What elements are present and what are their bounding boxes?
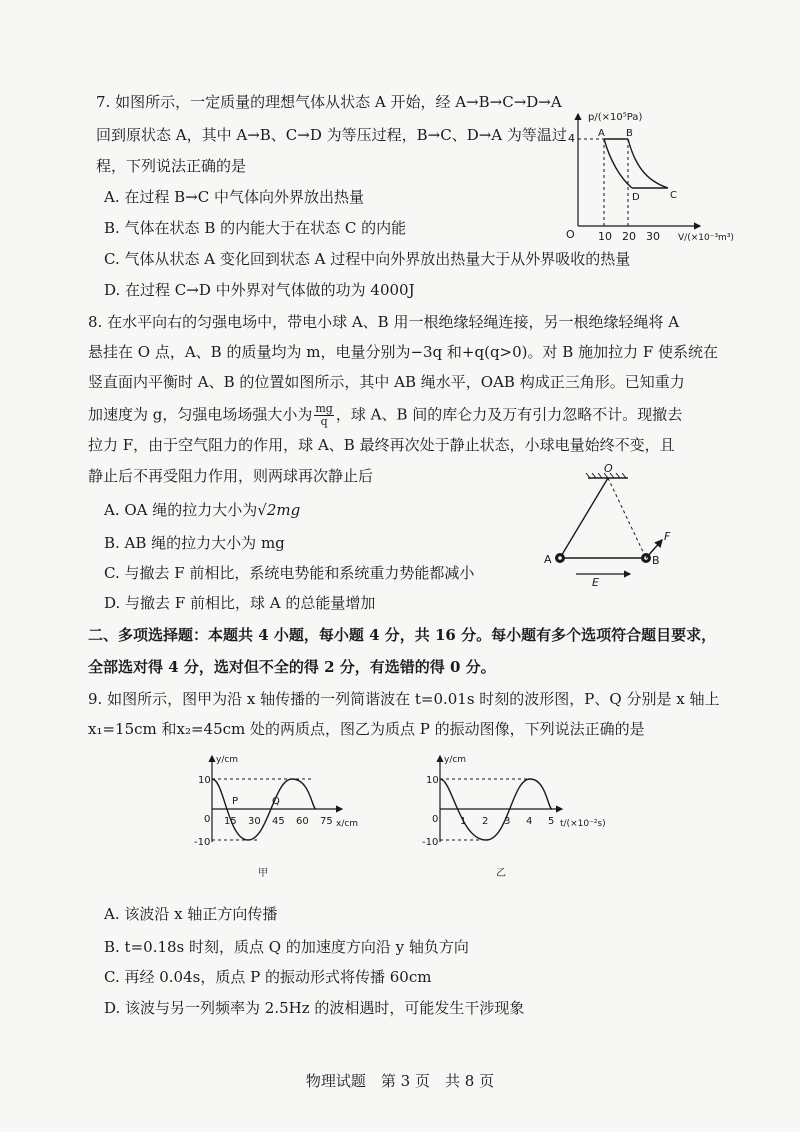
q9-g2-x-tick-3: 3 <box>504 816 511 827</box>
q9-g2-x-tick-5: 5 <box>548 816 555 827</box>
q9-stem-line2: x₁=15cm 和x₂=45cm 处的两质点，图乙为质点 P 的振动图像，下列说法正确的是 <box>88 720 645 738</box>
q9-option-c: C. 再经 0.04s，质点 P 的振动形式将传播 60cm <box>104 968 432 986</box>
q7-stem-line3: 程，下列说法正确的是 <box>96 157 247 175</box>
q9-option-d: D. 该波与另一列频率为 2.5Hz 的波相遇时，可能发生干涉现象 <box>104 999 525 1017</box>
q7-option-b: B. 气体在状态 B 的内能大于在状态 C 的内能 <box>104 219 407 237</box>
q7-v-tick-10: 10 <box>598 230 612 243</box>
q9-g2-y-top: 10 <box>426 775 439 786</box>
q9-g1-x-tick-45: 45 <box>272 816 285 827</box>
q7-pt-d: D <box>632 192 640 203</box>
q7-p-label: p/(×10⁵Pa) <box>588 112 643 123</box>
q8-option-d: D. 与撤去 F 前相比，球 A 的总能量增加 <box>104 594 376 612</box>
q9-wave-graph <box>192 752 372 882</box>
q7-origin: O <box>566 228 575 241</box>
q9-g2-caption: 乙 <box>496 868 506 879</box>
q8-stem-line1: 8. 在水平向右的匀强电场中，带电小球 A、B 用一根绝缘轻绳连接，另一根绝缘轻绳将 A <box>88 313 680 331</box>
q8-label-b: B <box>652 554 660 567</box>
q7-v-label: V/(×10⁻³m³) <box>678 233 734 243</box>
q8-option-b: B. AB 绳的拉力大小为 mg <box>104 534 285 552</box>
q8-stem-line4-end: ，球 A、B 间的库仑力及万有引力忽略不计。现撤去 <box>335 405 683 424</box>
page-footer: 物理试题 第 3 页 共 8 页 <box>305 1072 495 1090</box>
q9-g1-x-tick-15: 15 <box>224 816 237 827</box>
q8-option-a <box>104 500 300 520</box>
q9-g1-origin: 0 <box>204 814 211 825</box>
q8-stem-line6: 静止后不再受阻力作用，则两球再次静止后 <box>88 467 374 485</box>
q9-vibration-graph <box>420 752 620 882</box>
q9-option-b: B. t=0.18s 时刻，质点 Q 的加速度方向沿 y 轴负方向 <box>104 938 469 956</box>
q9-option-a: A. 该波沿 x 轴正方向传播 <box>104 905 278 923</box>
q9-g1-x-tick-30: 30 <box>248 816 261 827</box>
q8-stem-line4 <box>88 403 682 428</box>
q8-label-f: F <box>664 530 671 543</box>
q8-stem-line3: 竖直面内平衡时 A、B 的位置如图所示，其中 AB 绳水平，OAB 构成正三角形。已知重力 <box>88 373 685 391</box>
q8-option-a-value: √2mg <box>257 501 301 519</box>
q7-pt-b: B <box>626 128 633 139</box>
q8-stem-line4-start: 加速度为 g，匀强电场场强大小为 <box>88 405 313 424</box>
q9-g2-x-tick-1: 1 <box>460 816 467 827</box>
q9-g2-x-label: t/(×10⁻²s) <box>560 819 606 829</box>
q9-g2-y-bot: -10 <box>422 837 439 848</box>
q7-v-tick-20: 20 <box>622 230 636 243</box>
q9-g2-y-label: y/cm <box>444 755 467 765</box>
q9-g1-x-tick-75: 75 <box>320 816 333 827</box>
q7-pt-c: C <box>670 190 677 201</box>
q8-fraction-num: mg <box>315 402 333 415</box>
q8-label-a: A <box>544 553 552 566</box>
q9-g1-x-label: x/cm <box>336 819 359 829</box>
q9-g1-y-top: 10 <box>198 775 211 786</box>
q7-v-tick-30: 30 <box>646 230 660 243</box>
q9-g2-x-tick-2: 2 <box>482 816 489 827</box>
q8-stem-line5: 拉力 F，由于空气阻力的作用，球 A、B 最终再次处于静止状态，小球电量始终不变，且 <box>88 436 675 454</box>
q8-triangle-diagram <box>538 462 698 589</box>
q9-g1-point-q: Q <box>272 796 280 807</box>
q9-g1-y-label: y/cm <box>216 755 239 765</box>
q7-curve-bc <box>628 139 668 188</box>
q8-label-o: O <box>604 462 613 475</box>
q9-g2-x-tick-4: 4 <box>526 816 533 827</box>
q7-p-tick: 4 <box>568 132 575 145</box>
q7-option-d: D. 在过程 C→D 中外界对气体做的功为 4000J <box>104 281 415 299</box>
q7-option-a: A. 在过程 B→C 中气体向外界放出热量 <box>104 188 364 206</box>
section2-heading-line2: 全部选对得 4 分，选对但不全的得 2 分，有选错的得 0 分。 <box>88 658 496 676</box>
q9-g1-caption: 甲 <box>258 868 268 879</box>
section2-heading-line1: 二、多项选择题：本题共 4 小题，每小题 4 分，共 16 分。每小题有多个选项符合题目要求， <box>88 626 717 644</box>
q8-option-c: C. 与撤去 F 前相比，系统电势能和系统重力势能都减小 <box>104 564 475 582</box>
q8-option-a-text: A. OA 绳的拉力大小为 <box>104 501 258 519</box>
q8-field-fraction <box>314 403 333 428</box>
q9-g1-y-bot: -10 <box>194 837 211 848</box>
q8-fraction-den: q <box>320 415 328 428</box>
q9-g1-x-tick-60: 60 <box>296 816 309 827</box>
q8-rope-oa <box>560 478 608 558</box>
q7-pv-graph <box>560 108 740 248</box>
q8-stem-line2: 悬挂在 O 点，A、B 的质量均为 m，电量分别为−3q 和+q(q>0)。对 B 施加拉力 F 使系统在 <box>88 343 719 361</box>
q7-stem-line1: 7. 如图所示，一定质量的理想气体从状态 A 开始，经 A→B→C→D→A <box>96 93 562 111</box>
q9-stem-line1: 9. 如图所示，图甲为沿 x 轴传播的一列简谐波在 t=0.01s 时刻的波形图，P、Q 分别是 x 轴上 <box>88 690 720 708</box>
q9-g2-origin: 0 <box>432 814 439 825</box>
q9-g1-point-p: P <box>232 796 239 807</box>
q8-dashed-ob <box>608 478 646 558</box>
q7-stem-line2: 回到原状态 A，其中 A→B、C→D 为等压过程，B→C、D→A 为等温过 <box>96 126 567 144</box>
q7-option-c: C. 气体从状态 A 变化回到状态 A 过程中向外界放出热量大于从外界吸收的热量 <box>104 250 631 268</box>
q8-label-e: E <box>592 576 599 589</box>
q7-pt-a: A <box>598 128 605 139</box>
